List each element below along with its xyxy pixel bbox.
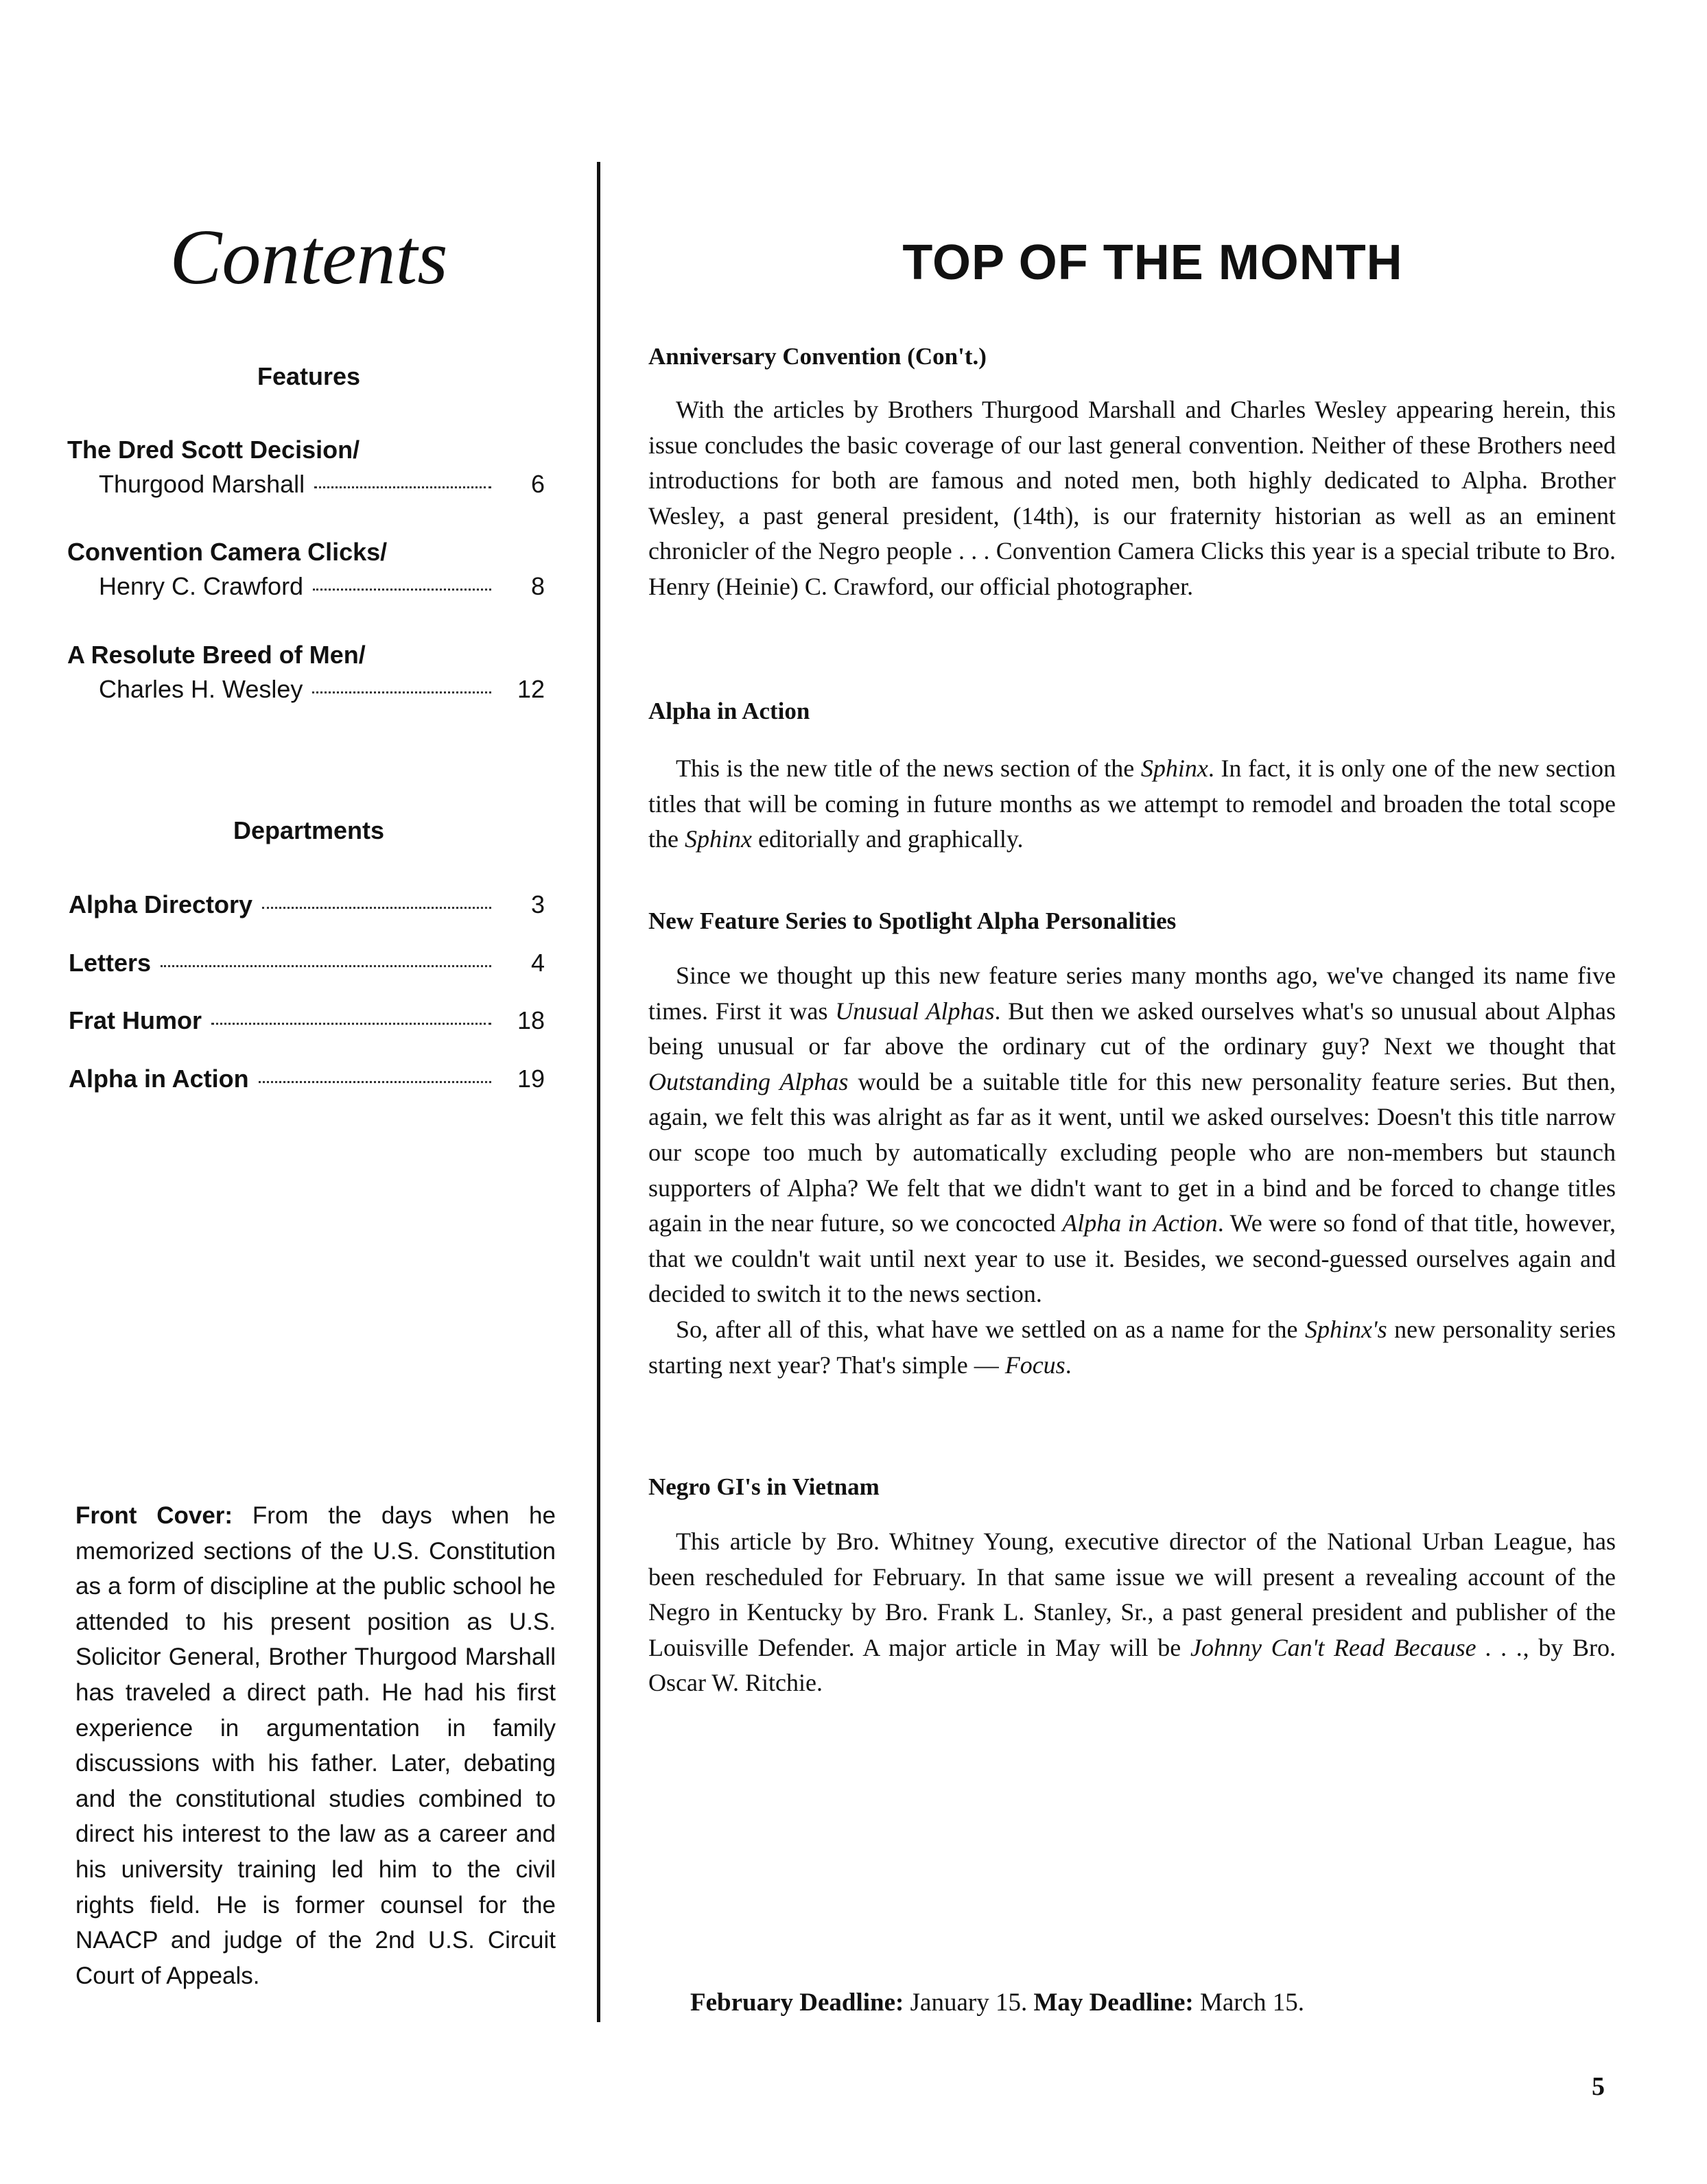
article-paragraph: So, after all of this, what have we settled on as a name for the Sphinx's new personality series starting next year? That's simple — Focus. [648, 1315, 1616, 1379]
top-of-month-title: TOP OF THE MONTH [902, 235, 1403, 290]
department-label: Frat Humor [69, 1006, 202, 1034]
department-label: Alpha in Action [69, 1065, 249, 1093]
article-paragraph: With the articles by Brothers Thurgood Marshall and Charles Wesley appearing herein, this issue concludes the basic coverage of our last general convention. Neither of these Brothers need introductions for both are famous and noted men, both highly dedicated to Alpha. Brother Wesley, a past general president, (14th), is our fraternity historian as well as an eminent chronicler of the Negro people . . . Convention Camera Clicks this year is a special tribute to Bro. Henry (Heinie) C. Crawford, our official photographer. [648, 396, 1616, 600]
feature-title[interactable]: A Resolute Breed of Men/ [67, 641, 366, 669]
article-body [648, 958, 1616, 1383]
column-divider [597, 162, 600, 2022]
leader-dots [312, 691, 491, 693]
may-deadline-label: May Deadline: [1033, 1989, 1194, 2017]
article-heading: New Feature Series to Spotlight Alpha Personalities [648, 907, 1177, 934]
article-body [648, 751, 1616, 857]
front-cover-caption [75, 1498, 556, 1993]
toc-row[interactable] [99, 675, 545, 704]
feature-title[interactable]: The Dred Scott Decision/ [67, 436, 360, 464]
page-ref: 8 [530, 572, 545, 600]
contents-title: Contents [169, 213, 448, 300]
article-body [648, 1524, 1616, 1701]
department-label: Letters [69, 949, 152, 977]
article-heading: Alpha in Action [648, 698, 810, 724]
feb-deadline-label: February Deadline: [690, 1989, 904, 2017]
deadlines-line [690, 1988, 1304, 2017]
front-cover-label: Front Cover: [75, 1502, 233, 1529]
article-heading: Anniversary Convention (Con't.) [648, 343, 987, 370]
leader-dots [262, 907, 491, 909]
toc-row[interactable] [69, 1065, 545, 1093]
article-body [648, 392, 1616, 605]
article-heading: Negro GI's in Vietnam [648, 1473, 880, 1500]
article-paragraph: Since we thought up this new feature series many months ago, we've changed its name five times. First it was Unusual Alphas. But then we asked ourselves what's so unusual about Alphas being unusual or far above the ordinary cut of the ordinary guy? Next we thought that Outstanding Alphas would be a suitable title for this new personality feature series. But then, again, we felt this was alright as far as it went, until we asked ourselves: Doesn't this title narrow our scope too much by automatically excluding people who are non-members but staunch supporters of Alpha? We felt that we didn't want to get in a bind and be forced to change titles again in the near future, so we concocted Alpha in Action. We were so fond of that title, however, that we couldn't wait until next year to use it. Besides, we second-guessed ourselves again and decided to switch it to the news section. [648, 962, 1616, 1308]
page-ref: 12 [517, 675, 545, 703]
feature-author: Thurgood Marshall [99, 470, 305, 498]
feature-title[interactable]: Convention Camera Clicks/ [67, 538, 388, 566]
department-label: Alpha Directory [69, 890, 253, 918]
article-paragraph: This is the new title of the news section of the Sphinx. In fact, it is only one of the new section titles that will be coming in future months as we attempt to remodel and broaden the total scope the Sphinx editorially and graphically. [648, 755, 1616, 853]
leader-dots [161, 965, 491, 967]
feature-author: Henry C. Crawford [99, 572, 304, 600]
page-ref: 4 [530, 949, 545, 977]
features-heading: Features [257, 362, 361, 390]
leader-dots [211, 1023, 491, 1025]
feb-deadline-date: January 15. [910, 1989, 1028, 2017]
leader-dots [314, 486, 491, 488]
page-number: 5 [1592, 2072, 1605, 2101]
leader-dots [259, 1081, 491, 1083]
toc-row[interactable] [69, 890, 545, 919]
page-ref: 3 [530, 890, 545, 918]
toc-row[interactable] [99, 572, 545, 601]
departments-heading: Departments [233, 816, 385, 844]
toc-row[interactable] [69, 949, 545, 977]
toc-row[interactable] [99, 470, 545, 499]
article-paragraph: This article by Bro. Whitney Young, executive director of the National Urban League, has been rescheduled for February. In that same issue we will present a revealing account of the Negro in Kentucky by Bro. Frank L. Stanley, Sr., a past general president and publisher of the Louisville Defender. A major article in May will be Johnny Can't Read Because . . ., by Bro. Oscar W. Ritchie. [648, 1528, 1616, 1697]
front-cover-text: From the days when he memorized sections of the U.S. Constitution as a form of discipline at the public school he attended to his present position as U.S. Solicitor General, Brother Thurgood Marshall has traveled a direct path. He had his first experience in argumentation in family discussions with his father. Later, debating and the constitutional studies combined to direct his interest to the law as a career and his university training led him to the civil rights field. He is former counsel for the NAACP and judge of the 2nd U.S. Circuit Court of Appeals. [75, 1502, 556, 1989]
page-ref: 18 [517, 1006, 545, 1034]
leader-dots [313, 589, 491, 591]
may-deadline-date: March 15. [1199, 1989, 1305, 2017]
toc-row[interactable] [69, 1006, 545, 1035]
page-ref: 19 [517, 1065, 545, 1093]
feature-author: Charles H. Wesley [99, 675, 303, 703]
page-ref: 6 [530, 470, 545, 498]
